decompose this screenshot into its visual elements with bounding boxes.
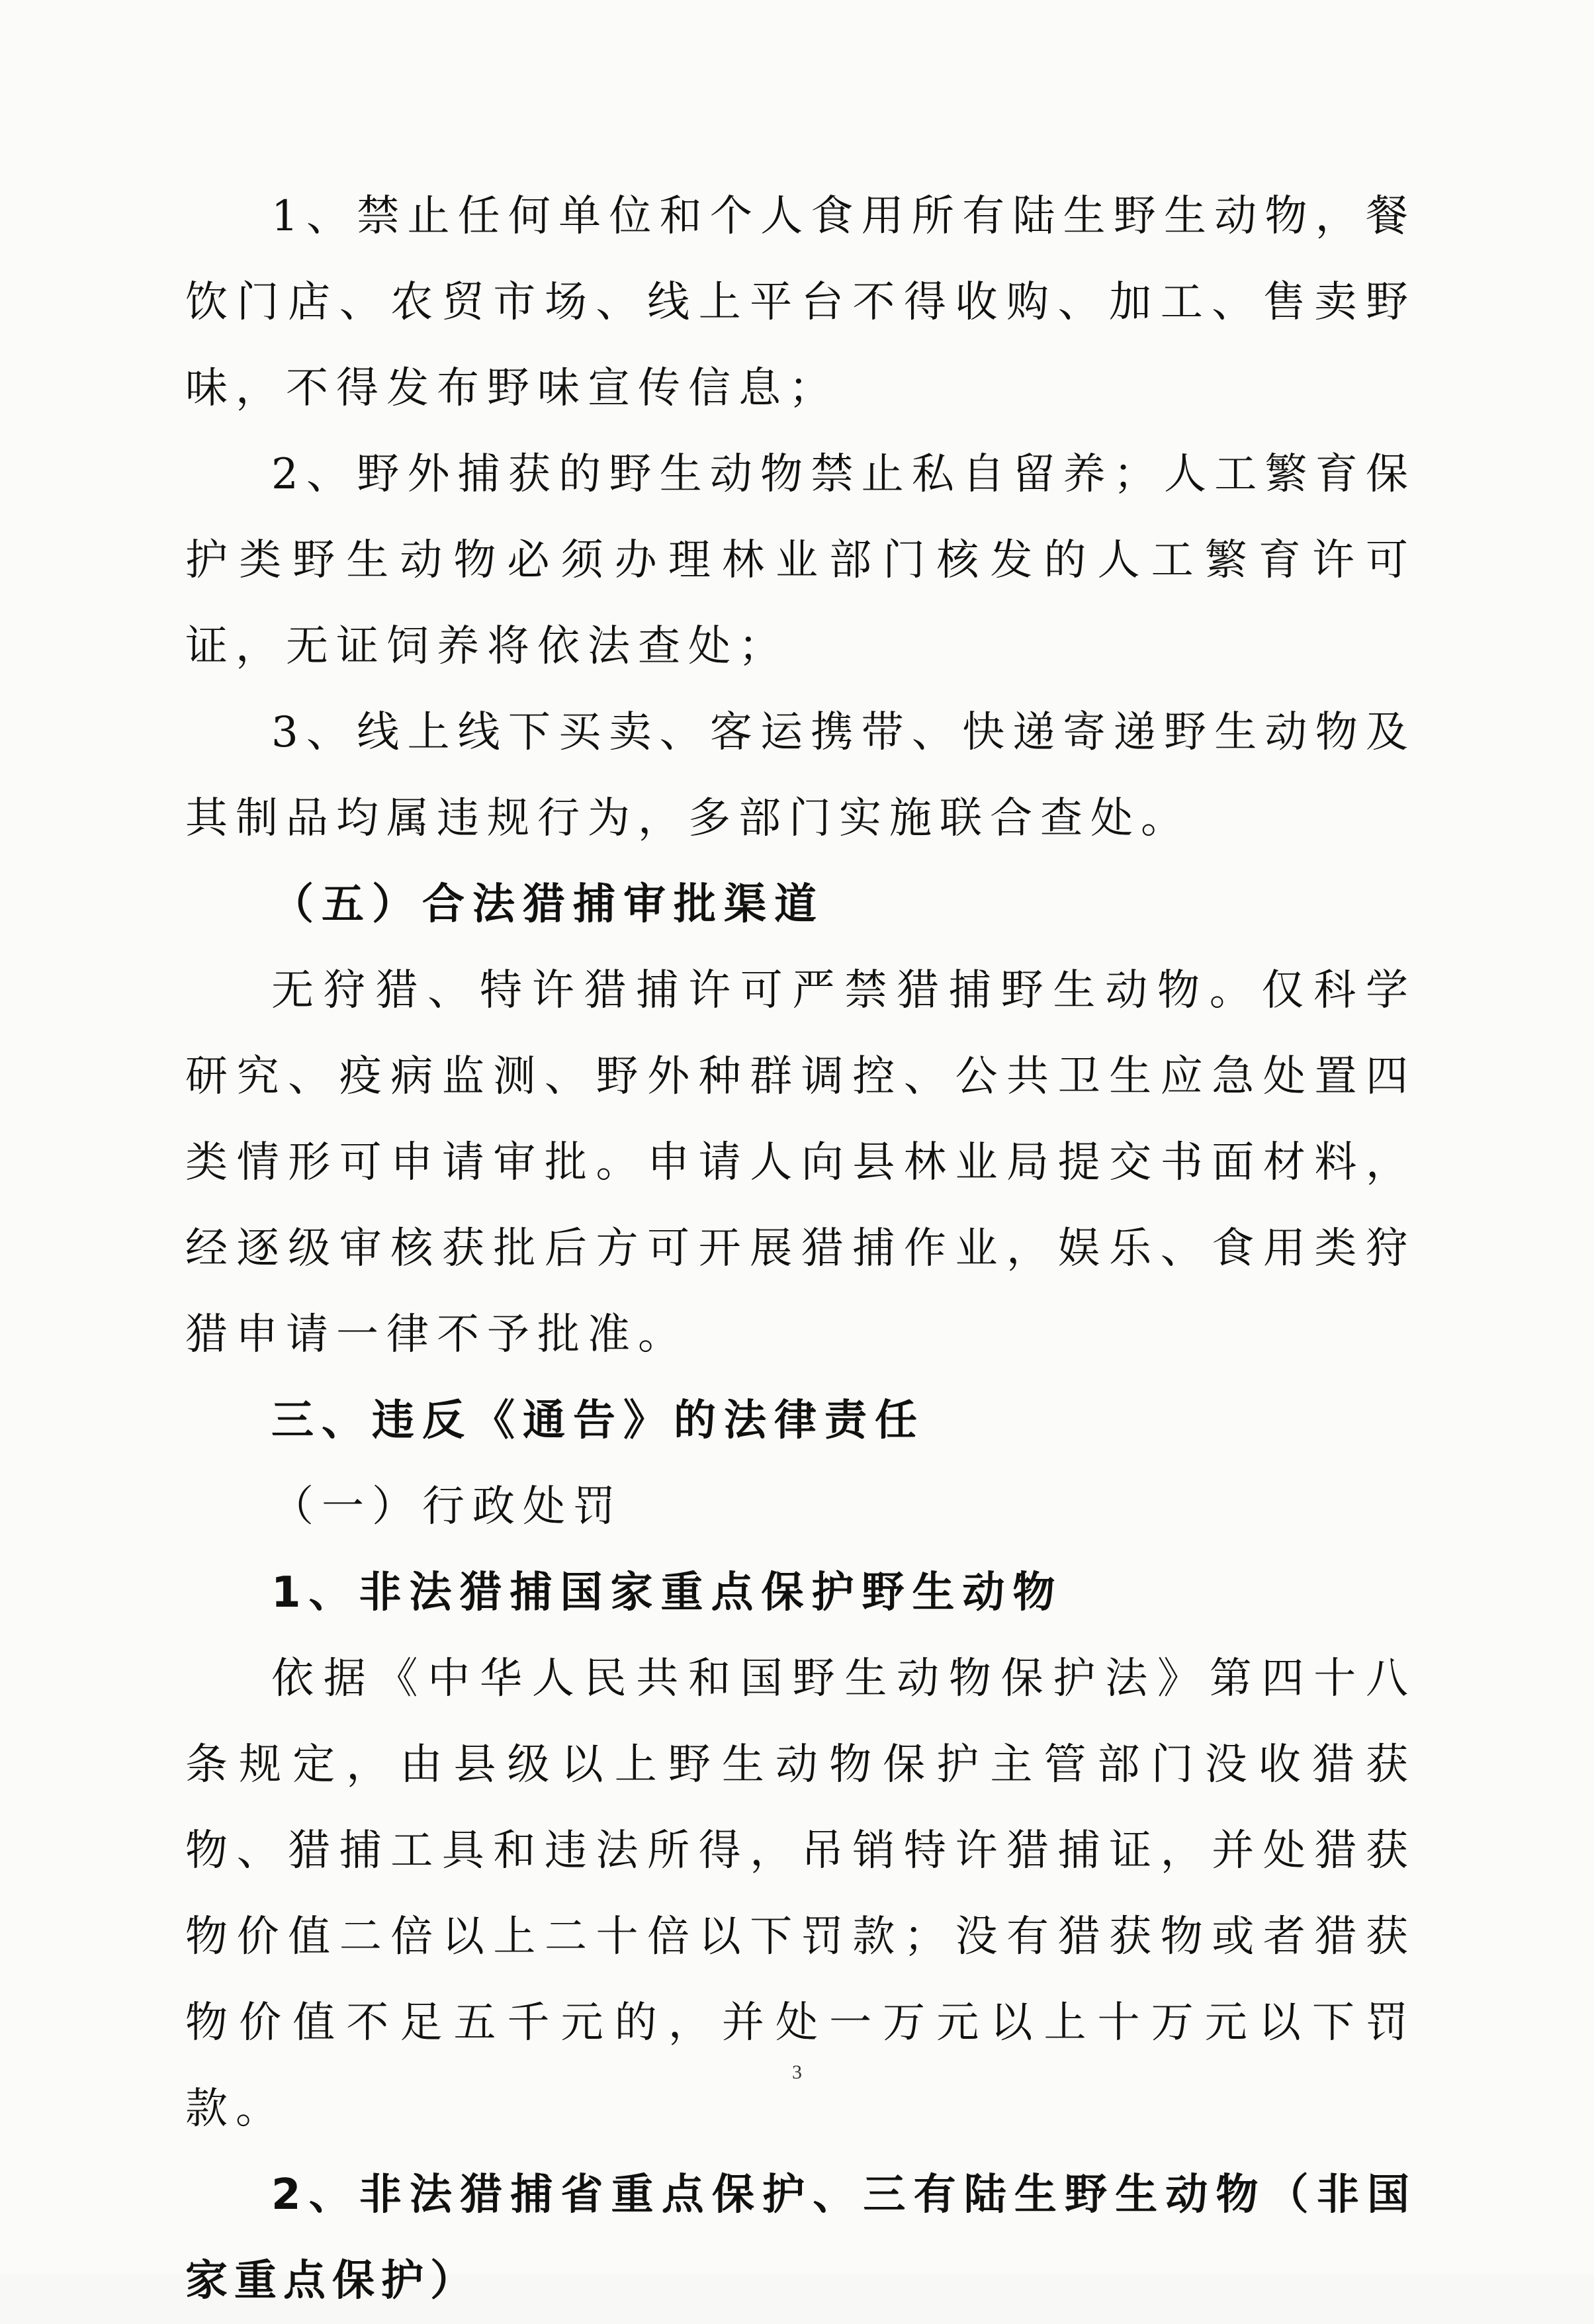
document-body — [185, 173, 1416, 2324]
section-heading-five: （五）合法猎捕审批渠道 — [271, 880, 824, 929]
page-number: 3 — [792, 2061, 802, 2083]
item-heading-2: 2、非法猎捕省重点保护、三有陆生野生动物（非国家重点保护） — [185, 2170, 1416, 2305]
penalty-paragraph: 依据《中华人民共和国野生动物保护法》第四十八条规定，由县级以上野生动物保护主管部门没收猎获物、猎捕工具和违法所得，吊销特许猎捕证，并处猎获物价值二倍以上二十倍以下罚款；没有猎获物或者猎获物价值不足五千元的，并处一万元以上十万元以下罚款。 — [185, 1654, 1416, 2133]
clause-2-paragraph: 2、野外捕获的野生动物禁止私自留养；人工繁育保护类野生动物必须办理林业部门核发的人工繁育许可证，无证饲养将依法查处； — [185, 450, 1416, 671]
clause-1-paragraph: 1、禁止任何单位和个人食用所有陆生野生动物，餐饮门店、农贸市场、线上平台不得收购、加工、售卖野味，不得发布野味宣传信息； — [185, 192, 1416, 413]
item-heading-1: 1、非法猎捕国家重点保护野生动物 — [271, 1568, 1063, 1617]
legal-hunting-paragraph: 无狩猎、特许猎捕许可严禁猎捕野生动物。仅科学研究、疫病监测、野外种群调控、公共卫生应急处置四类情形可申请审批。申请人向县林业局提交书面材料，经逐级审核获批后方可开展猎捕作业，娱乐、食用类狩猎申请一律不予批准。 — [185, 966, 1416, 1359]
section-heading-three: 三、违反《通告》的法律责任 — [271, 1396, 925, 1445]
subsection-heading-one: （一）行政处罚 — [271, 1482, 623, 1531]
clause-3-paragraph: 3、线上线下买卖、客运携带、快递寄递野生动物及其制品均属违规行为，多部门实施联合查处。 — [185, 708, 1416, 843]
